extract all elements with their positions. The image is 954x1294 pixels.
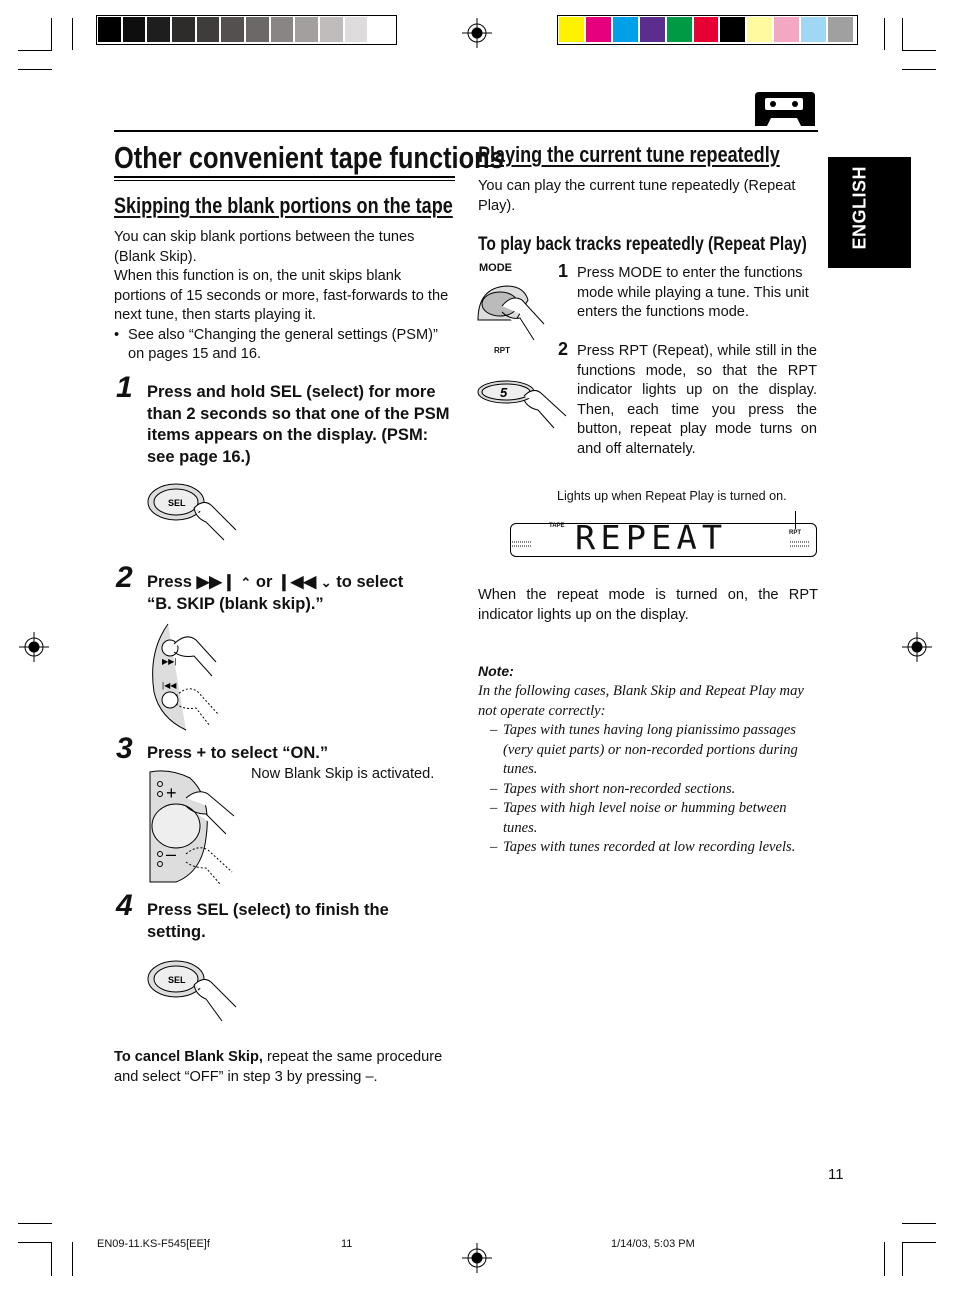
- repeat-step-2-text: Press RPT (Repeat), while still in the functions mode, so that the RPT indicator lights up on the display. Then, each time you press the button, repeat play mode turns on and off alternately.: [577, 343, 817, 457]
- step-1-text: Press and hold SEL (select) for more than 2 seconds so that one of the PSM items appears on the display. (PSM: see page 16.): [147, 383, 450, 466]
- repeat-step-1-text: Press MODE to enter the functions mode while playing a tune. This unit enters the functions mode.: [577, 265, 809, 320]
- step-3-number: 3: [116, 732, 133, 765]
- repeat-subtitle: To play back tracks repeatedly (Repeat Play): [478, 234, 807, 255]
- note-item: – Tapes with short non-recorded sections.: [490, 780, 736, 797]
- skip-bullet: [114, 326, 456, 365]
- page-number: 11: [828, 1166, 844, 1183]
- mode-label: MODE: [479, 262, 512, 274]
- cassette-icon: [753, 90, 817, 128]
- repeat-step-1-number: 1: [558, 261, 569, 281]
- step-2-target: “B. SKIP (blank skip).”: [147, 594, 324, 613]
- step-2-press: Press: [147, 573, 192, 591]
- display-indicator-line: [795, 511, 796, 529]
- note-item-text: Tapes with tunes recorded at low recording levels.: [503, 839, 796, 855]
- chevron-down-icon: ⌄: [320, 575, 332, 590]
- step-3-text: Press + to select “ON.”: [147, 744, 329, 762]
- display-rpt: RPT: [789, 530, 801, 536]
- cancel-bold: To cancel Blank Skip,: [114, 1049, 263, 1065]
- note-list: [490, 721, 820, 858]
- step-4-number: 4: [116, 889, 133, 922]
- display-segment-left-icon: [512, 538, 536, 550]
- skip-section-title: Skipping the blank portions on the tape: [114, 193, 453, 218]
- display-text: REPEAT: [575, 518, 728, 557]
- step-2-to-select: to select: [336, 573, 404, 591]
- step-1-number: 1: [116, 371, 133, 404]
- after-display-text: When the repeat mode is turned on, the RPT indicator lights up on the display.: [478, 587, 818, 623]
- plus-minus-button-illustration: [146, 768, 236, 886]
- cancel-rest: repeat the same procedure and select “OFF” in step 3 by pressing –.: [114, 1049, 443, 1085]
- note-item-text: Tapes with short non-recorded sections.: [503, 780, 736, 797]
- rpt-button-glyph: 5: [500, 385, 508, 400]
- skip-intro: [114, 228, 456, 365]
- minus-label: –: [166, 844, 177, 864]
- step-4-text: Press SEL (select) to finish the setting.: [147, 901, 389, 941]
- display-caption: Lights up when Repeat Play is turned on.: [557, 489, 787, 503]
- chevron-up-icon: ⌃: [240, 575, 252, 590]
- note-item: – Tapes with tunes recorded at low recording levels.: [490, 839, 796, 855]
- sel-label: SEL: [168, 498, 186, 508]
- step-2-or: or: [255, 573, 273, 591]
- step-3-sub: Now Blank Skip is activated.: [251, 766, 435, 782]
- mode-button-illustration: [476, 280, 546, 342]
- up-down-button-illustration: [146, 622, 236, 732]
- step-2-number: 2: [116, 561, 133, 594]
- next-label: ▶▶|: [162, 657, 177, 666]
- top-rule: [114, 130, 818, 132]
- note-intro: In the following cases, Blank Skip and Repeat Play may not operate correctly:: [478, 683, 804, 719]
- skip-bullet-text: See also “Changing the general settings (PSM)” on pages 15 and 16.: [128, 326, 438, 362]
- cancel-blank-skip: [114, 1048, 459, 1087]
- note-item: – Tapes with high level noise or humming between tunes.: [490, 800, 787, 836]
- note-item-text: Tapes with tunes having long pianissimo passages (very quiet parts) or non-recorded portions during tunes.: [503, 722, 798, 777]
- repeat-intro: You can play the current tune repeatedly (Repeat Play).: [478, 178, 796, 214]
- sel-button-illustration: [146, 478, 238, 558]
- sel-label-2: SEL: [168, 975, 186, 985]
- rpt-label: RPT: [494, 346, 510, 355]
- step-2-text: [147, 572, 459, 615]
- skip-intro-1: You can skip blank portions between the tunes (Blank Skip).: [114, 229, 415, 265]
- next-track-icon: ▶▶❙: [196, 573, 236, 591]
- title-double-rule: [114, 176, 455, 181]
- repeat-step-2-number: 2: [558, 339, 569, 359]
- page-title: Other convenient tape functions: [114, 140, 504, 175]
- note-item-text: Tapes with high level noise or humming between tunes.: [503, 800, 787, 836]
- sel-button-illustration-2: [146, 955, 238, 1025]
- display-segment-right-icon: [790, 538, 814, 550]
- repeat-section-title: Playing the current tune repeatedly: [478, 142, 780, 167]
- prev-track-icon: ❙◀◀: [276, 573, 317, 591]
- footer-page: 11: [341, 1238, 353, 1250]
- rpt-button-illustration: [476, 374, 568, 430]
- language-tab-label: ENGLISH: [849, 165, 870, 250]
- footer-date: 1/14/03, 5:03 PM: [611, 1238, 695, 1250]
- note-item: – Tapes with tunes having long pianissimo passages (very quiet parts) or non-recorded portions during tunes.: [490, 722, 798, 777]
- plus-label: +: [166, 783, 177, 803]
- footer-file: EN09-11.KS-F545[EE]f: [97, 1238, 210, 1250]
- prev-label: |◀◀: [162, 681, 177, 690]
- note-title: Note:: [478, 663, 514, 679]
- display-tape: TAPE: [549, 523, 565, 529]
- bullet-dot: •: [114, 326, 120, 343]
- skip-intro-2: When this function is on, the unit skips blank portions of 15 seconds or more, fast-forwards to the next tune, then starts playing it.: [114, 268, 449, 323]
